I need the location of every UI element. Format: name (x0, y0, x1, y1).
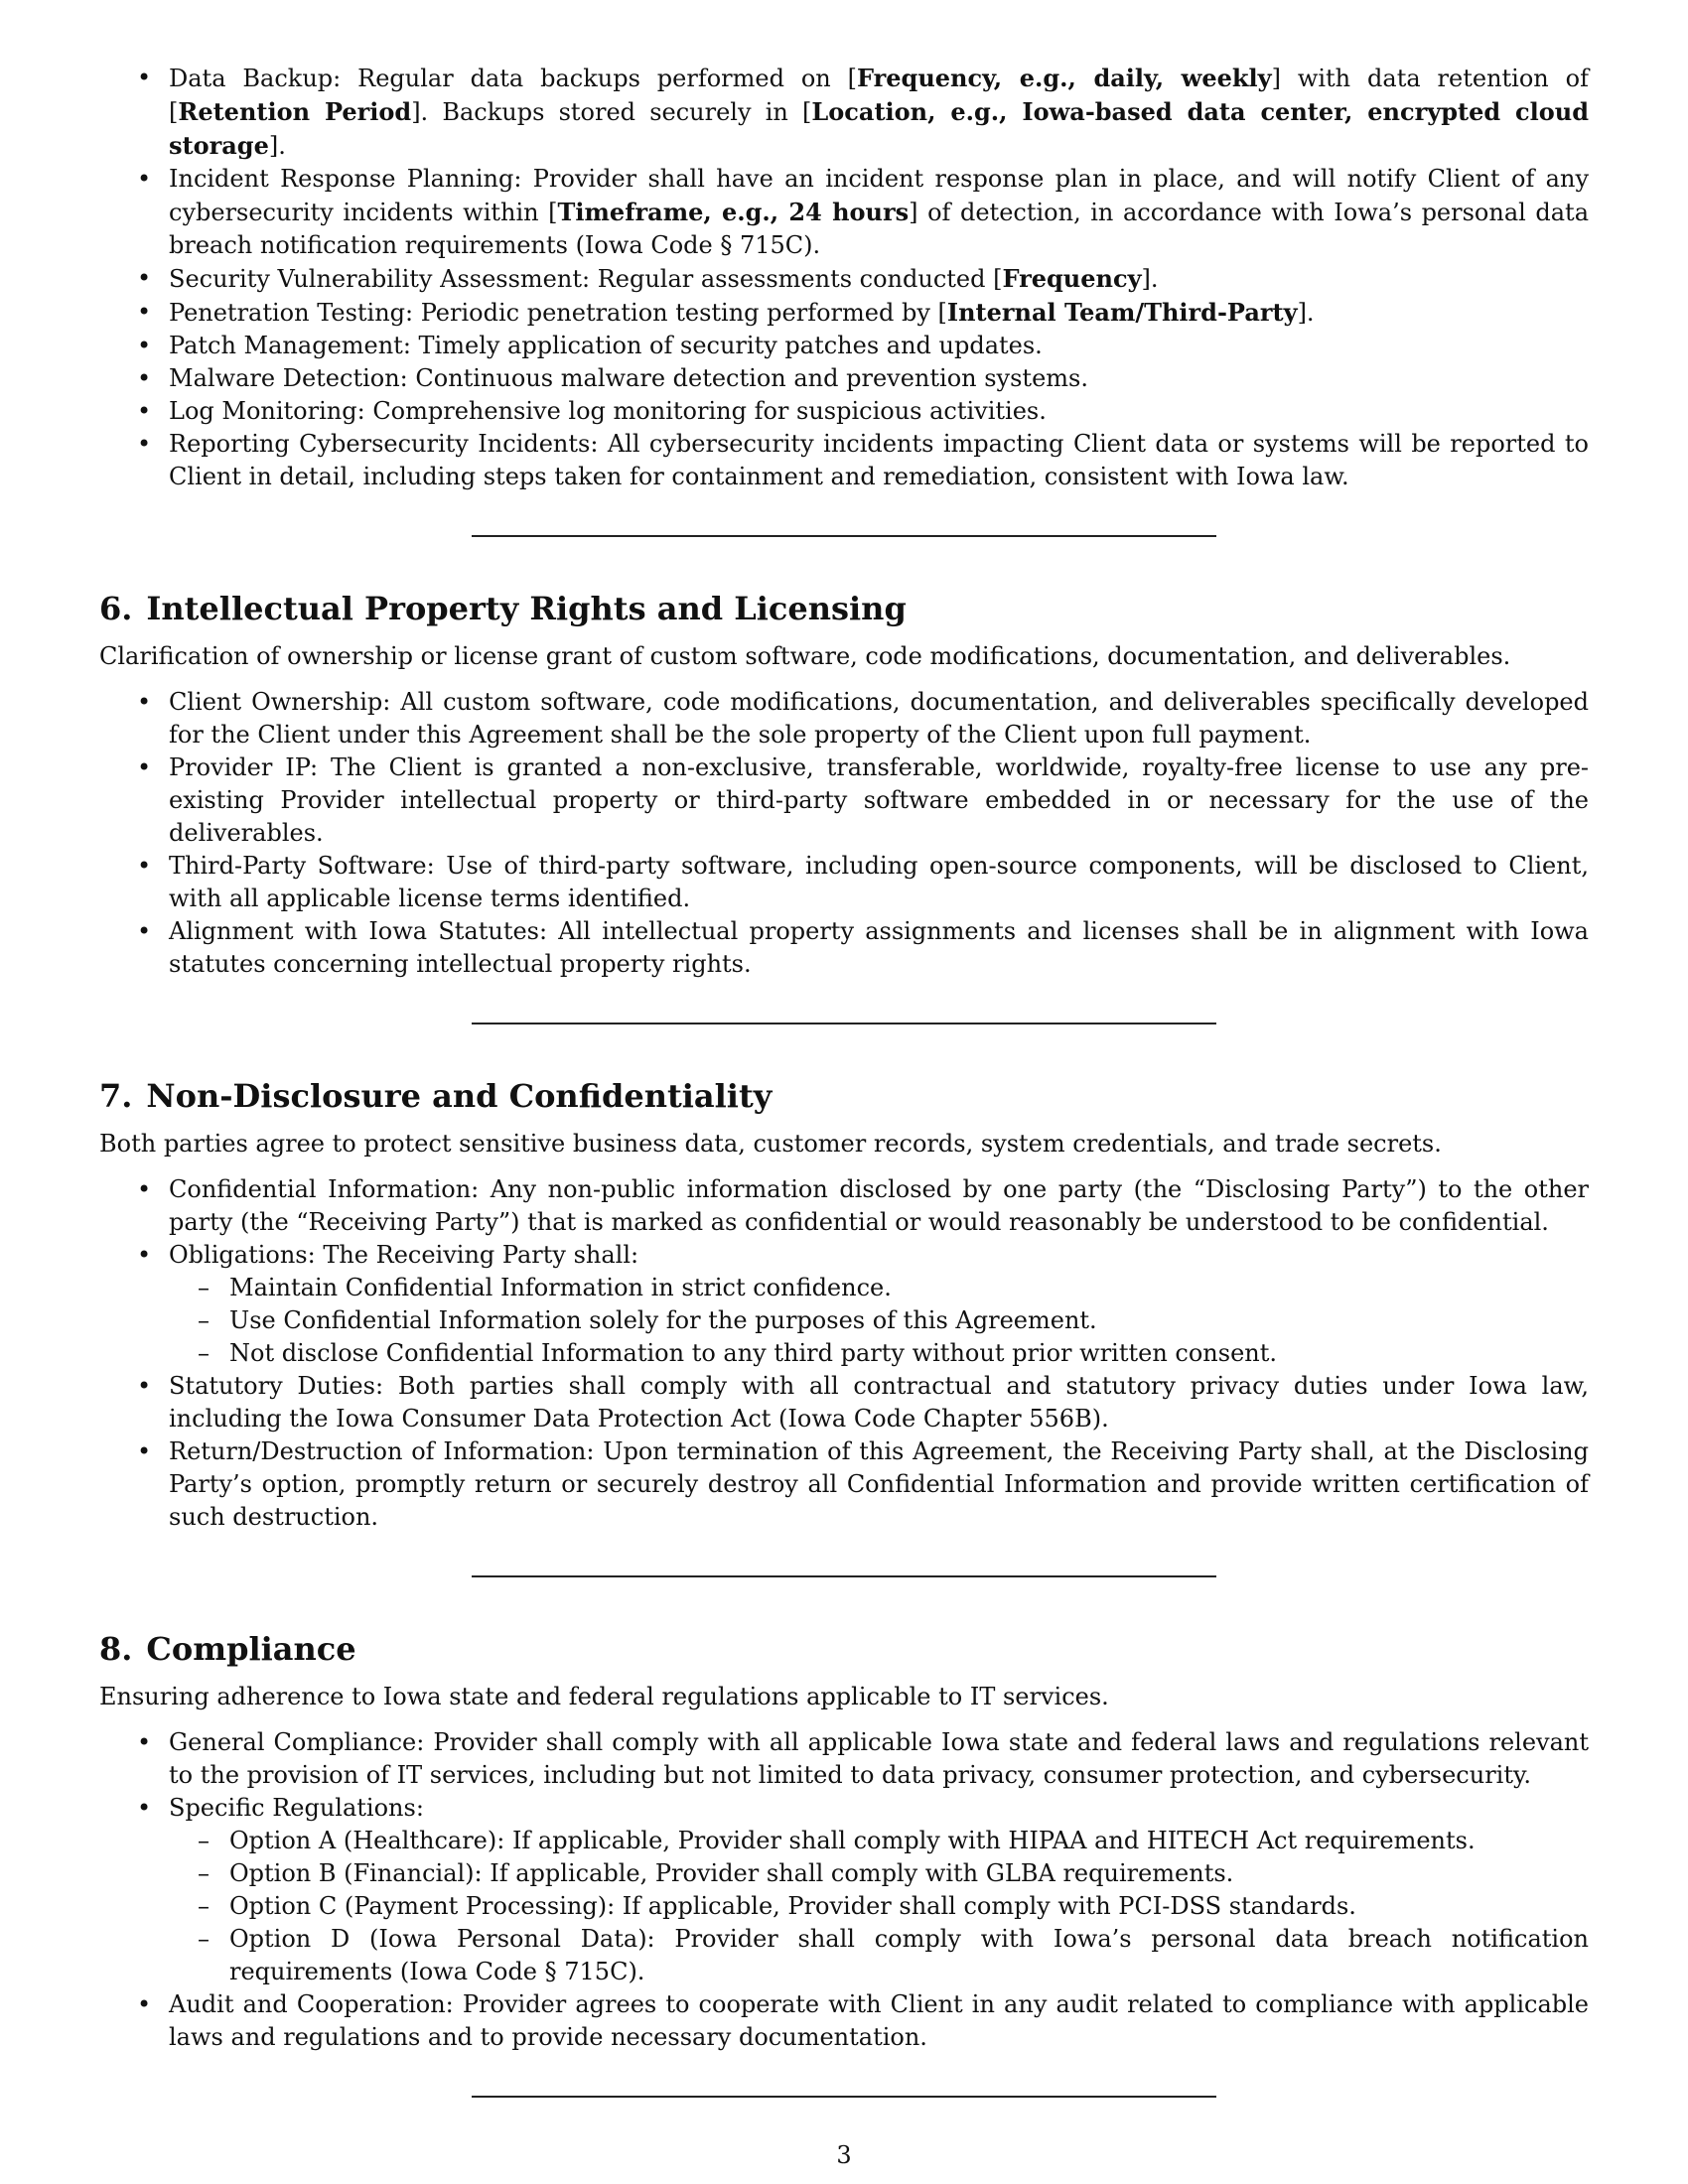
sublist-item: – Option D (Iowa Personal Data): Provider shall comply with Iowa’s personal data breach notification requirements (Iowa Code § 715C). (169, 1923, 1589, 1988)
list-item: • Penetration Testing: Periodic penetration testing performed by [Internal Team/Third-Party]. (99, 296, 1589, 330)
section-heading: 7. Non-Disclosure and Confidentiality (99, 1077, 773, 1115)
section5-list (99, 62, 1589, 493)
list-item: • Reporting Cybersecurity Incidents: All cybersecurity incidents impacting Client data or systems will be reported to Client in detail, including steps taken for containment and remediation, consistent with Iowa law. (99, 428, 1589, 493)
sublist-item: – Option B (Financial): If applicable, Provider shall comply with GLBA requirements. (169, 1857, 1589, 1890)
list-item: • Obligations: The Receiving Party shall: – Maintain Confidential Information in strict confidence. – Use Confidential Information solely for the purposes of this Agreement. – Not disclose Confidential Information to any third party without prior written consent. (99, 1239, 1589, 1370)
section-heading: 6. Intellectual Property Rights and Licensing (99, 590, 907, 627)
list-item: • Incident Response Planning: Provider shall have an incident response plan in place, and will notify Client of any cybersecurity incidents within [Timeframe, e.g., 24 hours] of detection, in accordance with Iowa’s personal data breach notification requirements (Iowa Code § 715C). (99, 163, 1589, 262)
document-page (99, 62, 1589, 2149)
sublist-item: – Option C (Payment Processing): If applicable, Provider shall comply with PCI-DSS standards. (169, 1890, 1589, 1923)
list-item: • Statutory Duties: Both parties shall comply with all contractual and statutory privacy duties under Iowa law, including the Iowa Consumer Data Protection Act (Iowa Code Chapter 556B). (99, 1370, 1589, 1435)
list-item: • General Compliance: Provider shall comply with all applicable Iowa state and federal laws and regulations relevant to the provision of IT services, including but not limited to data privacy, consumer protection, and cybersecurity. (99, 1726, 1589, 1792)
list-item: • Confidential Information: Any non-public information disclosed by one party (the “Disclosing Party”) to the other party (the “Receiving Party”) that is marked as confidential or would reasonably be understood to be confidential. (99, 1173, 1589, 1239)
section-divider (472, 1023, 1216, 1024)
sublist-item: – Option A (Healthcare): If applicable, Provider shall comply with HIPAA and HITECH Act requirements. (169, 1825, 1589, 1857)
section6-list (99, 686, 1589, 981)
section7-list (99, 1173, 1589, 1534)
list-item: • Provider IP: The Client is granted a non-exclusive, transferable, worldwide, royalty-free license to use any pre-existing Provider intellectual property or third-party software embedded in or necessary for the use of the deliverables. (99, 751, 1589, 850)
list-item: • Third-Party Software: Use of third-party software, including open-source components, will be disclosed to Client, with all applicable license terms identified. (99, 850, 1589, 915)
list-item: • Client Ownership: All custom software, code modifications, documentation, and deliverables specifically developed for the Client under this Agreement shall be the sole property of the Client upon full payment. (99, 686, 1589, 751)
list-item: • Security Vulnerability Assessment: Regular assessments conducted [Frequency]. (99, 262, 1589, 296)
list-item: • Patch Management: Timely application of security patches and updates. (99, 330, 1589, 362)
page-number: 3 (836, 2141, 852, 2169)
regulations-sublist (169, 1825, 1589, 1988)
list-item: • Audit and Cooperation: Provider agrees to cooperate with Client in any audit related to compliance with applicable laws and regulations and to provide necessary documentation. (99, 1988, 1589, 2054)
section-divider (472, 535, 1216, 537)
list-item: • Malware Detection: Continuous malware detection and prevention systems. (99, 362, 1589, 395)
sublist-item: – Use Confidential Information solely for the purposes of this Agreement. (169, 1304, 1589, 1337)
list-item: • Data Backup: Regular data backups performed on [Frequency, e.g., daily, weekly] with data retention of [Retention Period]. Backups stored securely in [Location, e.g., Iowa-based data center, encrypted cloud storage]. (99, 62, 1589, 163)
section-heading: 8. Compliance (99, 1630, 356, 1668)
sublist-item: – Not disclose Confidential Information to any third party without prior written consent. (169, 1337, 1589, 1370)
section-divider (472, 1575, 1216, 1577)
sublist-item: – Maintain Confidential Information in strict confidence. (169, 1272, 1589, 1304)
list-item: • Specific Regulations: – Option A (Healthcare): If applicable, Provider shall comply with HIPAA and HITECH Act requirements. – Option B (Financial): If applicable, Provider shall comply with GLBA requirements. – Option C (Payment Processing): If applicable, Provider shall comply with PCI-DSS standards. – Option D (Iowa Personal Data): Provider shall comply with Iowa’s personal data breach notification requirements (Iowa Code § 715C). (99, 1792, 1589, 1988)
list-item: • Return/Destruction of Information: Upon termination of this Agreement, the Receiving Party shall, at the Disclosing Party’s option, promptly return or securely destroy all Confidential Information and provide written certification of such destruction. (99, 1435, 1589, 1534)
obligations-sublist (169, 1272, 1589, 1370)
section-intro: Clarification of ownership or license grant of custom software, code modifications, documentation, and deliverables. (99, 642, 1511, 670)
section-intro: Both parties agree to protect sensitive business data, customer records, system credentials, and trade secrets. (99, 1130, 1442, 1158)
section-divider (472, 2096, 1216, 2098)
list-item: • Alignment with Iowa Statutes: All intellectual property assignments and licenses shall be in alignment with Iowa statutes concerning intellectual property rights. (99, 915, 1589, 981)
section8-list (99, 1726, 1589, 2054)
list-item: • Log Monitoring: Comprehensive log monitoring for suspicious activities. (99, 395, 1589, 428)
section-intro: Ensuring adherence to Iowa state and federal regulations applicable to IT services. (99, 1683, 1109, 1710)
